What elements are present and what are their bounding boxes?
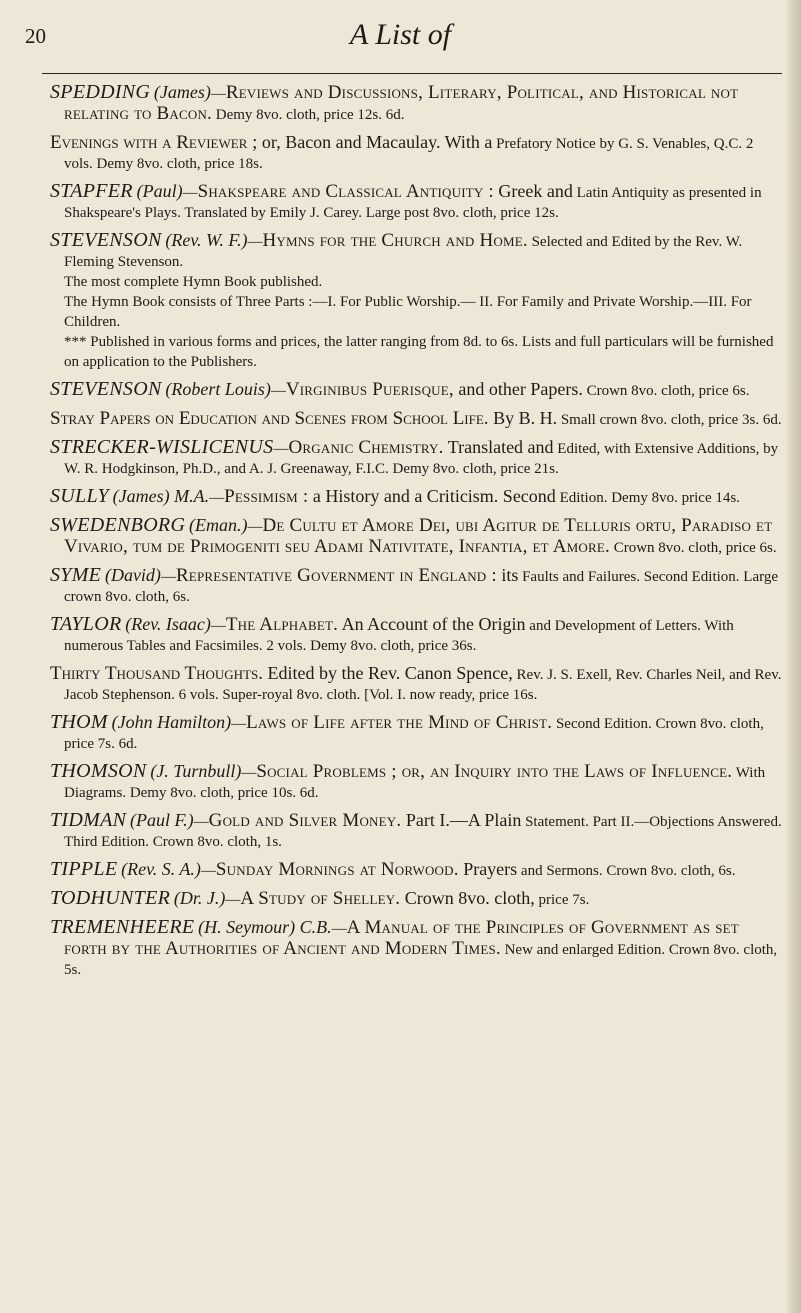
entry-title: Hymns for the Church and Home. [262, 230, 528, 251]
page-edge-shadow [785, 0, 801, 1313]
entry-details: price 7s. [538, 892, 590, 908]
page-number: 20 [25, 24, 46, 48]
entry-details: New and enlarged Edition. Crown 8vo. cloth, 5s. [64, 942, 778, 978]
entry-headword: STEVENSON [50, 229, 162, 251]
entry-text [50, 810, 785, 852]
entry-text [50, 888, 785, 910]
entry-text [50, 408, 785, 430]
entry-details: Edition. Demy 8vo. price 14s. [559, 490, 740, 506]
entry-separator: — [331, 921, 347, 937]
entry-title: Representative Government in England : [175, 565, 497, 586]
entry-title: Shakspeare and Classical Antiquity : [197, 181, 494, 202]
catalogue-entry [50, 437, 785, 479]
entry-text [50, 712, 785, 754]
entry-title: Gold and Silver Money. [208, 810, 402, 831]
entry-title: The Alphabet. [225, 614, 339, 635]
entry-details: Selected and Edited by the Rev. W. Fleming Stevenson. [64, 234, 743, 270]
entry-title-rest: By B. H. [488, 408, 558, 428]
catalogue-entry [50, 565, 785, 607]
entry-title: Virginibus Puerisque, [285, 379, 454, 400]
catalogue-entry [50, 515, 785, 558]
entry-forename: (John Hamilton) [111, 712, 232, 732]
entry-separator: — [231, 716, 247, 732]
entry-headword: TIDMAN [50, 809, 127, 831]
entry-title: Sunday Mornings at Norwood. [215, 859, 459, 880]
entry-text [50, 379, 785, 401]
entry-text [50, 486, 785, 508]
entry-separator: — [210, 618, 226, 634]
catalogue-entry [50, 379, 785, 401]
catalogue-entry [50, 663, 785, 705]
entry-headword: TAYLOR [50, 613, 122, 635]
entry-title-rest: Edited by the Rev. Canon Spence, [263, 663, 513, 683]
entry-separator: — [210, 86, 226, 102]
catalogue-entry [50, 230, 785, 372]
entry-title-rest: a History and a Criticism. Second [308, 486, 556, 506]
entry-forename: (James) [153, 82, 211, 102]
entry-text [50, 437, 785, 479]
entry-forename: (James) M.A. [112, 486, 210, 506]
catalogue-entry [50, 181, 785, 223]
entry-title-rest: Prayers [458, 859, 518, 879]
entry-title-rest: Crown 8vo. cloth, [400, 888, 535, 908]
entry-headword: TIPPLE [50, 858, 118, 880]
entry-text [50, 859, 785, 881]
entry-text [50, 515, 785, 558]
entry-title: De Cultu et Amore Dei, ubi Agitur de Telluris ortu, Paradiso et Vivario, tum de Primogeniti seu Adami Nativitate, Infantia, et Amore. [64, 515, 773, 557]
entry-separator: — [193, 814, 209, 830]
entry-separator: — [160, 569, 176, 585]
entry-details: Latin Antiquity as presented in Shakspeare's Plays. Translated by Emily J. Carey. Large post 8vo. cloth, price 12s. [64, 185, 762, 221]
entry-text [50, 82, 785, 125]
page-header [0, 16, 801, 64]
entry-title-rest: or, Bacon and Macaulay. With a [257, 132, 493, 152]
entry-details: and Development of Letters. With numerous Tables and Facsimiles. 2 vols. Demy 8vo. cloth, price 36s. [64, 618, 734, 654]
entry-details: and Sermons. Crown 8vo. cloth, 6s. [520, 863, 736, 879]
entry-details: Prefatory Notice by G. S. Venables, Q.C. 2 vols. Demy 8vo. cloth, price 18s. [64, 136, 754, 172]
entry-details: With Diagrams. Demy 8vo. cloth, price 10s. 6d. [64, 765, 766, 801]
catalogue-entry [50, 917, 785, 980]
entry-title: A Study of Shelley. [240, 888, 401, 909]
entry-separator: — [270, 383, 286, 399]
catalogue-entry [50, 712, 785, 754]
entry-headword: SPEDDING [50, 81, 151, 103]
entry-separator: — [225, 892, 241, 908]
entry-details: Small crown 8vo. cloth, price 3s. 6d. [560, 412, 782, 428]
entry-separator: — [273, 441, 289, 457]
entry-details: Crown 8vo. cloth, price 6s. [613, 540, 777, 556]
entry-forename: (Rev. W. F.) [165, 230, 248, 250]
catalogue-entry [50, 132, 785, 174]
catalogue-entry [50, 761, 785, 803]
entry-text [50, 181, 785, 223]
entry-title-rest: its [496, 565, 519, 585]
entry-title: Reviews and Discussions, Literary, Political, and Historical not relating to Bacon. [64, 82, 739, 124]
entry-headword: STRECKER-WISLICENUS [50, 436, 274, 458]
entry-headword: STAPFER [50, 180, 133, 202]
entry-separator: — [241, 765, 257, 781]
entry-headword: SWEDENBORG [50, 514, 186, 536]
entry-headword: STEVENSON [50, 378, 162, 400]
entry-title-rest: Translated and [443, 437, 554, 457]
entry-note: The most complete Hymn Book published. [64, 274, 323, 290]
entry-title: A Manual of the Principles of Government as set forth by the Authorities of Ancient and Modern Times. [64, 917, 739, 959]
entry-note: *** Published in various forms and prices, the latter ranging from 8d. to 6s. Lists and full particulars will be furnished on application to the Publishers. [64, 334, 774, 370]
entry-details: Edited, with Extensive Additions, by W. R. Hodgkinson, Ph.D., and A. J. Greenaway, F.I.C. Demy 8vo. cloth, price 21s. [64, 441, 779, 477]
entry-title: Evenings with a Reviewer ; [50, 132, 258, 153]
entry-note: The Hymn Book consists of Three Parts :—I. For Public Worship.— II. For Family and Private Worship.—III. For Children. [64, 294, 752, 330]
entry-text [50, 230, 785, 272]
entry-forename: (Rev. Isaac) [125, 614, 211, 634]
running-title: A List of [349, 18, 452, 51]
header-rule [42, 73, 782, 74]
catalogue-entry [50, 82, 785, 125]
entry-headword: SULLY [50, 485, 109, 507]
entry-title: Laws of Life after the Mind of Christ. [246, 712, 553, 733]
entry-forename: (David) [104, 565, 161, 585]
catalogue-entry [50, 888, 785, 910]
entry-headword: SYME [50, 564, 102, 586]
entry-title: Stray Papers on Education and Scenes from School Life. [50, 408, 489, 429]
entry-forename: (Paul F.) [130, 810, 194, 830]
entry-title: Thirty Thousand Thoughts. [50, 663, 263, 684]
entry-forename: (Rev. S. A.) [121, 859, 201, 879]
entry-separator: — [182, 185, 198, 201]
entry-details: Rev. J. S. Exell, Rev. Charles Neil, and Rev. Jacob Stephenson. 6 vols. Super-royal 8vo. cloth. [Vol. I. now ready, price 16s. [64, 667, 782, 703]
entry-text [50, 132, 785, 174]
catalogue-entry [50, 408, 785, 430]
entry-title-rest: An Account of the Origin [338, 614, 526, 634]
entry-forename: (Robert Louis) [165, 379, 271, 399]
entry-headword: THOMSON [50, 760, 147, 782]
entry-details: Second Edition. Crown 8vo. cloth, price 7s. 6d. [64, 716, 764, 752]
entry-title-rest: Part I.—A Plain [401, 810, 522, 830]
entry-title-rest: Greek and [493, 181, 573, 201]
entry-forename: (Eman.) [188, 515, 248, 535]
entry-text [50, 917, 785, 980]
entry-forename: (J. Turnbull) [150, 761, 242, 781]
entry-separator: — [247, 234, 263, 250]
entry-details: Statement. Part II.—Objections Answered. Third Edition. Crown 8vo. cloth, 1s. [64, 814, 782, 850]
entry-separator: — [209, 490, 225, 506]
entry-headword: TREMENHEERE [50, 916, 195, 938]
catalogue-entry [50, 614, 785, 656]
entry-details: Crown 8vo. cloth, price 6s. [586, 383, 750, 399]
entry-headword: THOM [50, 711, 108, 733]
entry-title-rest: and other Papers. [453, 379, 583, 399]
entry-text [50, 761, 785, 803]
entry-forename: (Paul) [136, 181, 183, 201]
entry-title: Pessimism : [224, 486, 309, 507]
entry-text [50, 614, 785, 656]
entry-forename: (H. Seymour) C.B. [198, 917, 332, 937]
catalogue-entry [50, 859, 785, 881]
entry-separator: — [247, 519, 263, 535]
catalogue-entry [50, 810, 785, 852]
entry-forename: (Dr. J.) [173, 888, 226, 908]
entry-details: Faults and Failures. Second Edition. Large crown 8vo. cloth, 6s. [64, 569, 779, 605]
entry-separator: — [200, 863, 216, 879]
entry-title: Organic Chemistry. [288, 437, 444, 458]
entry-title: Social Problems ; or, an Inquiry into the Laws of Influence. [256, 761, 733, 782]
entry-headword: TODHUNTER [50, 887, 171, 909]
entry-text [50, 565, 785, 607]
catalogue-entry [50, 486, 785, 508]
entry-details: Demy 8vo. cloth, price 12s. 6d. [215, 107, 405, 123]
entry-text [50, 663, 785, 705]
catalogue-entries [50, 82, 785, 987]
